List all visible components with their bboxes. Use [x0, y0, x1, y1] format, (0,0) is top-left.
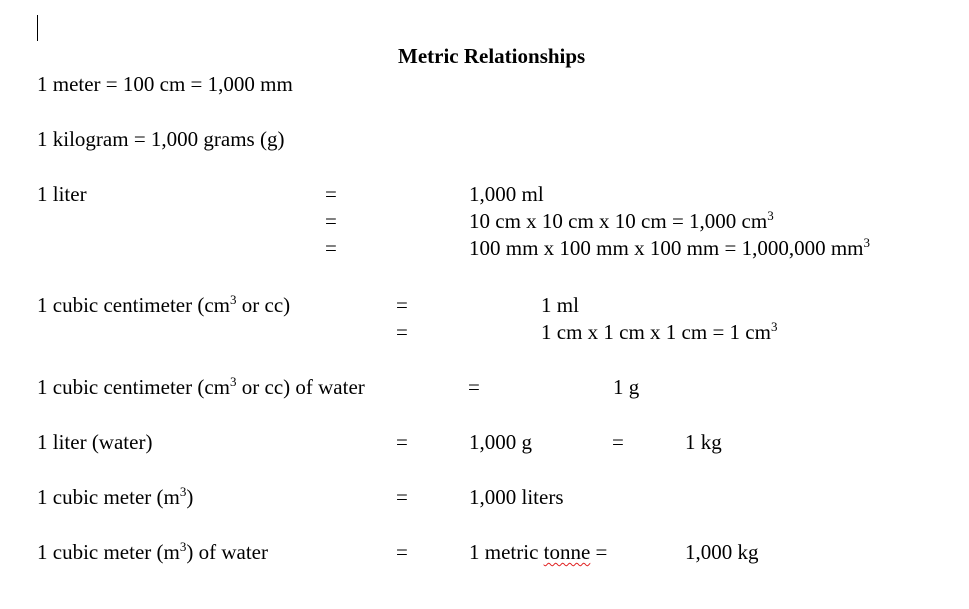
liter-equals-2: = — [325, 209, 337, 233]
cubic-cm-value-cm3: 1 cm x 1 cm x 1 cm = 1 $cm^3$ — [541, 319, 778, 344]
liter-water-value-g: 1,000 g — [469, 430, 532, 454]
cubic-cm-water-value: 1 g — [613, 375, 640, 399]
cubic-meter-label: 1 cubic meter $(m^3)$ — [37, 484, 194, 509]
cubic-meter-water-label: 1 cubic meter $(m^3)$ of water — [37, 539, 268, 564]
liter-water-equals-1: = — [396, 430, 408, 454]
liter-water-value-kg: 1 kg — [685, 430, 722, 454]
liter-water-label: 1 liter (water) — [37, 430, 153, 454]
cubic-cm-equals-1: = — [396, 293, 408, 317]
liter-equals-1: = — [325, 182, 337, 206]
liter-label: 1 liter — [37, 182, 87, 206]
liter-equals-3: = — [325, 236, 337, 260]
cubic-meter-water-value: 1 metric tonne = — [469, 540, 608, 564]
spellcheck-flagged-word[interactable]: tonne — [543, 540, 591, 564]
liter-water-equals-2: = — [612, 430, 624, 454]
cubic-cm-value-ml: 1 ml — [541, 293, 579, 317]
cubic-cm-label: 1 cubic centimeter ($cm^3$ or cc) — [37, 292, 291, 317]
cubic-meter-water-value-kg: 1,000 kg — [685, 540, 759, 564]
cubic-meter-water-equals: = — [396, 540, 408, 564]
liter-value-ml: 1,000 ml — [469, 182, 544, 206]
kilogram-line: 1 kilogram = 1,000 grams (g) — [37, 127, 285, 151]
page-title: Metric Relationships — [398, 44, 586, 68]
cubic-meter-equals: = — [396, 485, 408, 509]
liter-value-cm3: 10 cm x 10 cm x 10 cm = 1,000 $cm^3$ — [469, 208, 774, 233]
cubic-cm-water-equals: = — [468, 375, 480, 399]
cubic-cm-water-label: 1 cubic centimeter ($cm^3$ or cc) of water — [37, 374, 365, 399]
cubic-meter-value: 1,000 liters — [469, 485, 564, 509]
cubic-cm-equals-2: = — [396, 320, 408, 344]
liter-value-mm3: 100 mm x 100 mm x 100 mm = 1,000,000 $mm^3$ — [469, 235, 871, 260]
text-cursor — [37, 15, 38, 41]
meter-line: 1 meter = 100 cm = 1,000 mm — [37, 72, 293, 96]
